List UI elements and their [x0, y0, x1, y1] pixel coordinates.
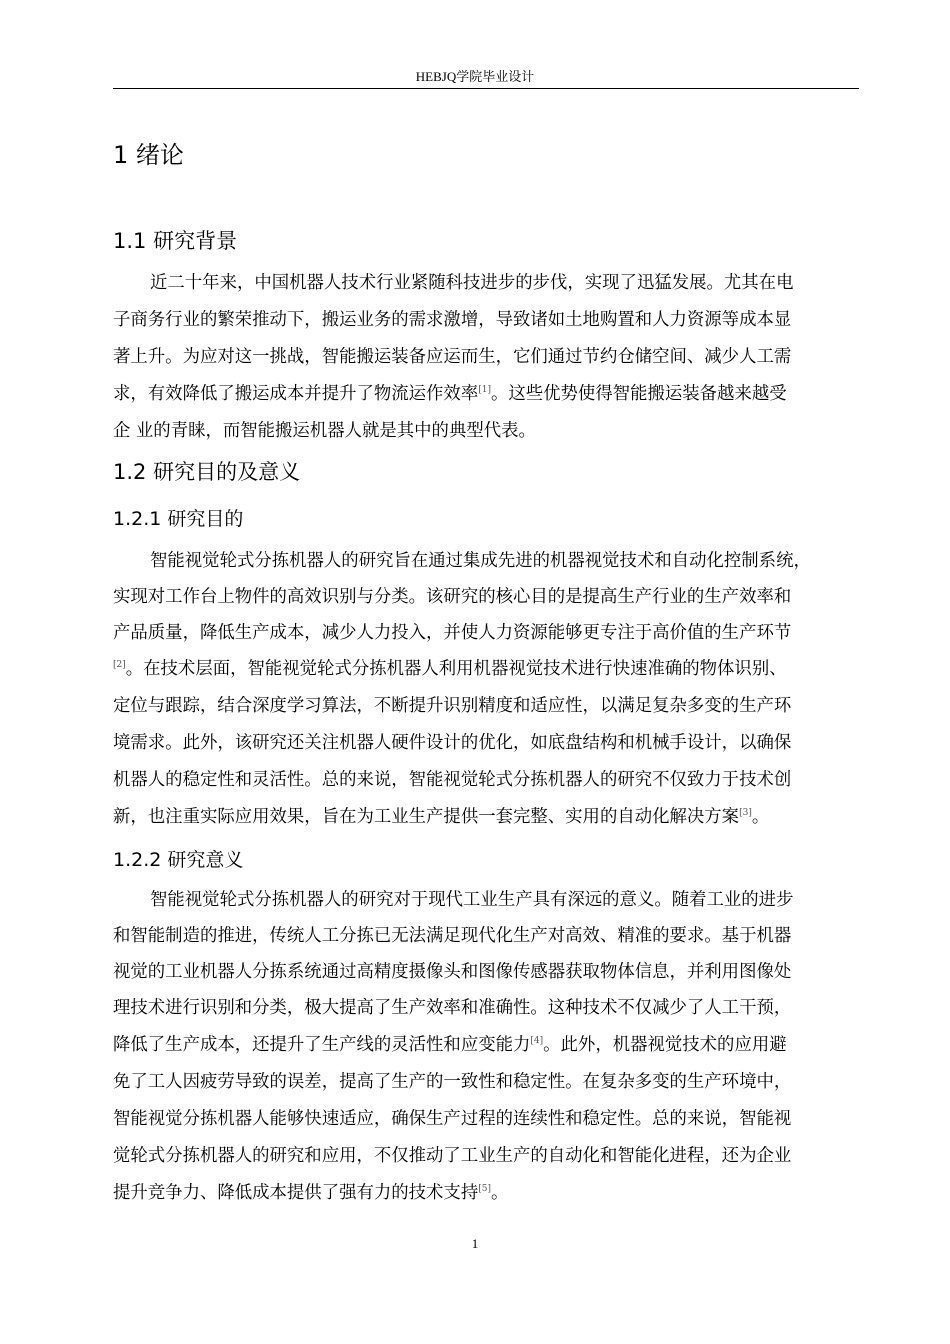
- citation-ref-3: [3]: [739, 808, 752, 819]
- text-line: 机器人的稳定性和灵活性。总的来说，智能视觉轮式分拣机器人的研究不仅致力于技术创: [113, 770, 792, 790]
- citation-ref-4: [4]: [530, 1036, 544, 1047]
- text-line: 实现对工作台上物件的高效识别与分类。该研究的核心目的是提高生产行业的生产效率和: [113, 587, 792, 607]
- text-span: 。此外，机器视觉技术的应用避: [543, 1035, 787, 1055]
- section-title-1-2-2: 1.2.2 研究意义: [113, 849, 244, 871]
- citation-ref-5: [5]: [478, 1184, 491, 1195]
- text-line: 定位与跟踪，结合深度学习算法，不断提升识别精度和适应性，以满足复杂多变的生产环: [113, 696, 792, 716]
- text-line: 智能视觉轮式分拣机器人的研究旨在通过集成先进的机器视觉技术和自动化控制系统，: [150, 551, 811, 571]
- section-title-1-2: 1.2 研究目的及意义: [113, 460, 301, 484]
- text-span: 新，也注重实际应用效果，旨在为工业生产提供一套完整、实用的自动化解决方案: [113, 807, 740, 827]
- text-span: 提升竞争力、降低成本提供了强有力的技术支持: [113, 1183, 479, 1203]
- text-span: 。在技术层面，智能视觉轮式分拣机器人利用机器视觉技术进行快速准确的物体识别、: [125, 659, 787, 679]
- text-line: 著上升。为应对这一挑战，智能搬运装备应运而生，它们通过节约仓储空间、减少人工需: [113, 347, 792, 367]
- page-header-title: HEBJQ学院毕业设计: [415, 69, 535, 84]
- text-line: 近二十年来，中国机器人技术行业紧随科技进步的步伐，实现了迅猛发展。尤其在电: [150, 273, 794, 293]
- chapter-title: 1 绪论: [113, 141, 184, 169]
- text-line: [113, 1032, 787, 1058]
- header-rule: [113, 88, 859, 89]
- section-title-1-1: 1.1 研究背景: [113, 229, 238, 253]
- text-line: 境需求。此外，该研究还关注机器人硬件设计的优化，如底盘结构和机械手设计，以确保: [113, 733, 792, 753]
- text-line: 企 业的青睐，而智能搬运机器人就是其中的典型代表。: [113, 421, 536, 441]
- citation-ref-2: [2]: [113, 660, 126, 671]
- text-line: 智能视觉轮式分拣机器人的研究对于现代工业生产具有深远的意义。随着工业的进步: [150, 890, 794, 910]
- text-line: [113, 656, 787, 682]
- citation-ref-1: [1]: [478, 385, 491, 396]
- text-line: 免了工人因疲劳导致的误差，提高了生产的一致性和稳定性。在复杂多变的生产环境中，: [113, 1072, 792, 1092]
- text-line: [113, 1180, 508, 1206]
- text-line: 视觉的工业机器人分拣系统通过高精度摄像头和图像传感器获取物体信息，并利用图像处: [113, 962, 792, 982]
- page-number: 1: [471, 1236, 479, 1251]
- text-line: 产品质量，降低生产成本，减少人力投入，并使人力资源能够更专注于高价值的生产环节: [113, 623, 792, 643]
- text-span: 。: [751, 807, 770, 827]
- text-span: 降低了生产成本，还提升了生产线的灵活性和应变能力: [113, 1035, 531, 1055]
- section-title-1-2-1: 1.2.1 研究目的: [113, 508, 244, 530]
- text-span: 求，有效降低了搬运成本并提升了物流运作效率: [113, 384, 479, 404]
- text-span: 。: [490, 1183, 509, 1203]
- text-line: [113, 804, 769, 830]
- text-line: [113, 381, 787, 407]
- text-line: 和智能制造的推进，传统人工分拣已无法满足现代化生产对高效、精准的要求。基于机器: [113, 926, 792, 946]
- text-line: 觉轮式分拣机器人的研究和应用，不仅推动了工业生产的自动化和智能化进程，还为企业: [113, 1146, 792, 1166]
- text-span: 。这些优势使得智能搬运装备越来越受: [490, 384, 787, 404]
- text-line: 智能视觉分拣机器人能够快速适应，确保生产过程的连续性和稳定性。总的来说，智能视: [113, 1109, 792, 1129]
- text-line: 子商务行业的繁荣推动下，搬运业务的需求激增，导致诸如土地购置和人力资源等成本显: [113, 310, 792, 330]
- text-line: 理技术进行识别和分类，极大提高了生产效率和准确性。这种技术不仅减少了人工干预，: [113, 998, 792, 1018]
